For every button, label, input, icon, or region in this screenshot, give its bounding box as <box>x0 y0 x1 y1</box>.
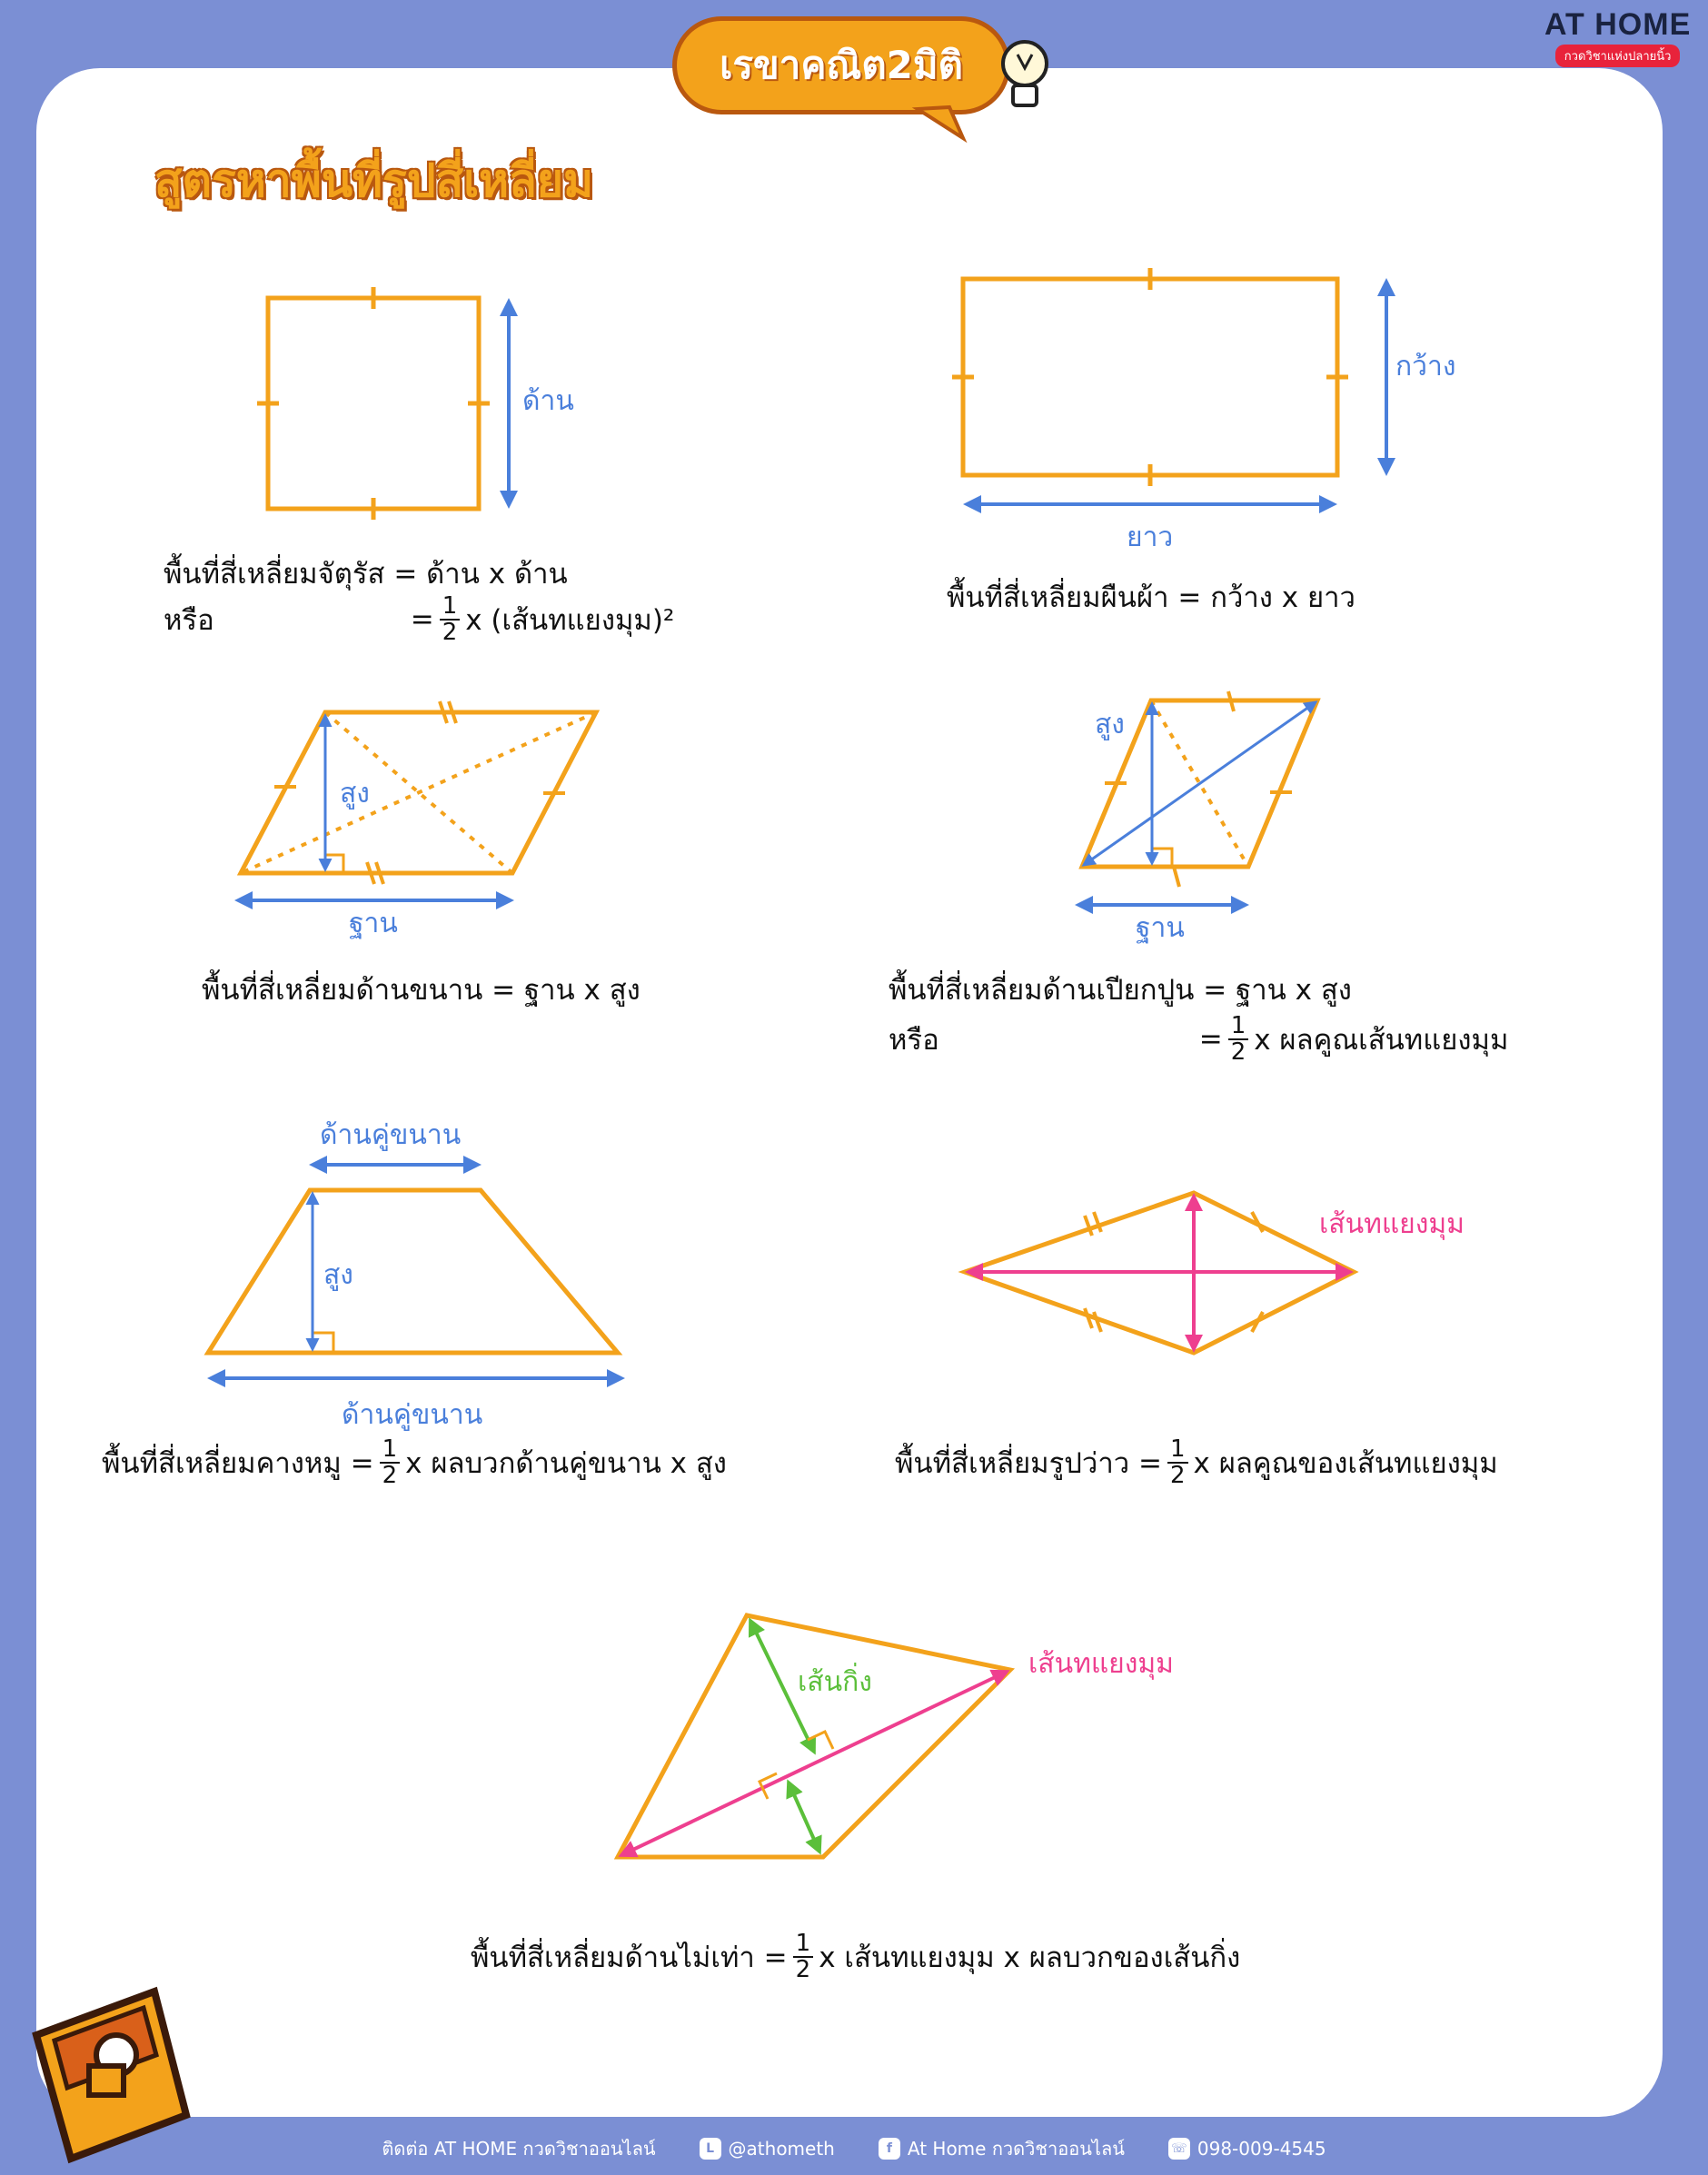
irregular-diagonal-label: เส้นทแยงมุม <box>1028 1648 1174 1680</box>
kite-formula-rhs: x ผลคูณของเส้นทแยงมุม <box>1193 1447 1498 1481</box>
rhombus-frac-num: 1 <box>1228 1014 1249 1040</box>
square-formula <box>164 551 568 596</box>
square-alt-eq: = <box>410 603 434 637</box>
rhombus-formula <box>889 967 1352 1012</box>
brand-name: AT HOME <box>1544 7 1692 42</box>
trapezoid-height-label: สูง <box>323 1259 353 1291</box>
kite-frac-num: 1 <box>1167 1437 1188 1464</box>
footer-contact <box>382 2134 655 2163</box>
rhombus-frac-den: 2 <box>1230 1038 1246 1067</box>
irregular-offset-label: เส้นกิ่ง <box>798 1666 872 1698</box>
footer-line-id: @athometh <box>728 2138 835 2160</box>
trapezoid-bottom-label: ด้านคู่ขนาน <box>342 1399 483 1431</box>
banner-title: เรขาคณิต2มิติ <box>720 43 963 87</box>
parallelogram-base-label: ฐาน <box>349 908 398 939</box>
footer-phone-number: 098-009-4545 <box>1197 2138 1326 2160</box>
square-alt-rhs: x (เส้นทแยงมุม)² <box>465 604 675 638</box>
phone-icon: ☏ <box>1168 2138 1190 2160</box>
trapezoid-formula <box>102 1437 727 1489</box>
irregular-frac-num: 1 <box>793 1932 814 1958</box>
footer-contact-text: ติดต่อ AT HOME กวดวิชาออนไลน์ <box>382 2138 656 2160</box>
kite-formula-lhs: พื้นที่สี่เหลี่ยมรูปว่าว = <box>895 1447 1162 1481</box>
rectangle-formula <box>947 574 1355 620</box>
kite-formula <box>895 1437 1498 1489</box>
irregular-formula-lhs: พื้นที่สี่เหลี่ยมด้านไม่เท่า = <box>471 1942 788 1975</box>
irregular-formula-rhs: x เส้นทแยงมุม x ผลบวกของเส้นกิ่ง <box>819 1942 1241 1975</box>
kite-diagonal-label: เส้นทแยงมุม <box>1319 1208 1465 1240</box>
kite-fraction <box>1167 1437 1188 1489</box>
rectangle-formula-text: พื้นที่สี่เหลี่ยมผืนผ้า = กว้าง x ยาว <box>947 581 1355 614</box>
square-formula-text: พื้นที่สี่เหลี่ยมจัตุรัส = ด้าน x ด้าน <box>164 558 568 591</box>
square-frac-den: 2 <box>442 619 458 647</box>
trapezoid-frac-den: 2 <box>382 1462 398 1490</box>
irregular-quad-figure <box>618 1615 1010 1857</box>
irregular-formula <box>471 1932 1240 1983</box>
rhombus-formula-text: พื้นที่สี่เหลี่ยมด้านเปียกปูน = ฐาน x สูง <box>889 974 1352 1007</box>
rhombus-fraction <box>1228 1014 1249 1066</box>
footer-phone[interactable] <box>1168 2138 1326 2160</box>
trapezoid-formula-rhs: x ผลบวกด้านคู่ขนาน x สูง <box>405 1447 727 1481</box>
square-frac-num: 1 <box>440 594 461 621</box>
facebook-icon: f <box>879 2138 900 2160</box>
kite-figure <box>965 1193 1354 1353</box>
footer-facebook-name: At Home กวดวิชาออนไลน์ <box>907 2138 1125 2160</box>
irregular-frac-den: 2 <box>795 1956 811 1984</box>
square-alt-formula <box>164 594 674 646</box>
square-alt-prefix: หรือ <box>164 604 214 638</box>
brand-tagline: กวดวิชาแห่งปลายนิ้ว <box>1555 45 1681 67</box>
rhombus-alt-formula <box>889 1014 1508 1066</box>
parallelogram-height-label: สูง <box>340 778 370 809</box>
rhombus-base-label: ฐาน <box>1136 912 1185 944</box>
trapezoid-formula-lhs: พื้นที่สี่เหลี่ยมคางหมู = <box>102 1447 374 1481</box>
parallelogram-formula <box>202 967 640 1012</box>
trapezoid-fraction <box>380 1437 401 1489</box>
line-icon: L <box>700 2138 721 2160</box>
rhombus-height-label: สูง <box>1095 709 1125 740</box>
rectangle-width-label: กว้าง <box>1395 351 1456 382</box>
rectangle-length-label: ยาว <box>1127 521 1174 553</box>
parallelogram-figure <box>241 701 596 884</box>
trapezoid-top-label: ด้านคู่ขนาน <box>320 1119 462 1151</box>
irregular-fraction <box>793 1932 814 1983</box>
square-fraction <box>440 594 461 646</box>
square-side-label: ด้าน <box>522 385 574 417</box>
rectangle-figure <box>952 268 1348 486</box>
trapezoid-frac-num: 1 <box>380 1437 401 1464</box>
parallelogram-formula-text: พื้นที่สี่เหลี่ยมด้านขนาน = ฐาน x สูง <box>202 974 640 1007</box>
footer-facebook[interactable] <box>879 2134 1125 2163</box>
square-figure <box>257 287 490 520</box>
section-title: สูตรหาพื้นที่รูปสี่เหลี่ยม <box>154 154 594 207</box>
footer-line[interactable] <box>700 2138 835 2160</box>
rhombus-alt-eq: = <box>1198 1023 1223 1057</box>
footer <box>0 2130 1708 2167</box>
trapezoid-figure <box>208 1190 618 1353</box>
rhombus-alt-rhs: x ผลคูณเส้นทแยงมุม <box>1254 1024 1509 1058</box>
rhombus-alt-prefix: หรือ <box>889 1024 939 1058</box>
kite-frac-den: 2 <box>1170 1462 1186 1490</box>
